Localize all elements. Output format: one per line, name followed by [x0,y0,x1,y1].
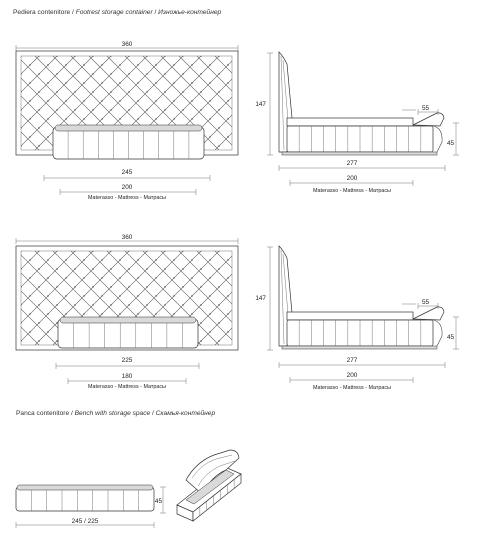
side-length-label: 277 [346,357,358,364]
mattress-width-label: 200 [121,184,133,191]
section-3-heading: Panca contenitore / Bench with storage space / Скамья-контейнер [16,410,216,417]
mattress-label: Materasso - Mattress - Матрасы [88,384,166,390]
footrest-lid [413,113,444,126]
width-label: 360 [121,234,133,241]
footrest-lid [413,307,444,320]
bench-body [16,487,154,511]
side-view-1 [255,52,459,194]
mattress-side [287,312,413,320]
base-width-label: 225 [121,357,133,364]
side-mattress-width-label: 200 [346,175,358,182]
heading-3-en: Bench with storage space [74,410,151,417]
footrest-height-label: 45 [447,140,455,147]
mattress-label: Materasso - Mattress - Матрасы [88,195,166,201]
base-width-label: 245 [121,169,133,176]
bench-height-label: 45 [154,498,162,505]
mattress-side [287,118,413,126]
footrest-height-label: 45 [447,334,455,341]
side-mattress-label: Materasso - Mattress - Матрасы [313,385,391,391]
width-label: 360 [121,41,133,48]
heading-3-ru: Скамья-контейнер [155,410,216,417]
heading-1-en: Footrest storage container [75,9,153,16]
bench-front-view [16,485,166,528]
bench-perspective-view [177,450,241,521]
bench-width-label: 245 / 225 [71,518,99,525]
height-label: 147 [255,101,266,108]
footrest-depth-label: 55 [422,299,430,306]
footrest-depth-label: 55 [422,105,430,112]
heading-1-ru: Изножье-контейнер [158,9,222,16]
footrest-container [58,319,198,348]
section-1-heading: Pediera contenitore / Footrest storage container / Изножье-контейнер [13,9,222,16]
heading-1-it: Pediera contenitore [13,9,71,16]
side-mattress-width-label: 200 [346,372,358,379]
side-mattress-label: Materasso - Mattress - Матрасы [313,188,391,194]
side-length-label: 277 [346,160,358,167]
heading-3-it: Panca contenitore [16,410,70,417]
mattress-width-label: 180 [121,373,133,380]
height-label: 147 [255,295,266,302]
side-view-2 [255,246,459,391]
